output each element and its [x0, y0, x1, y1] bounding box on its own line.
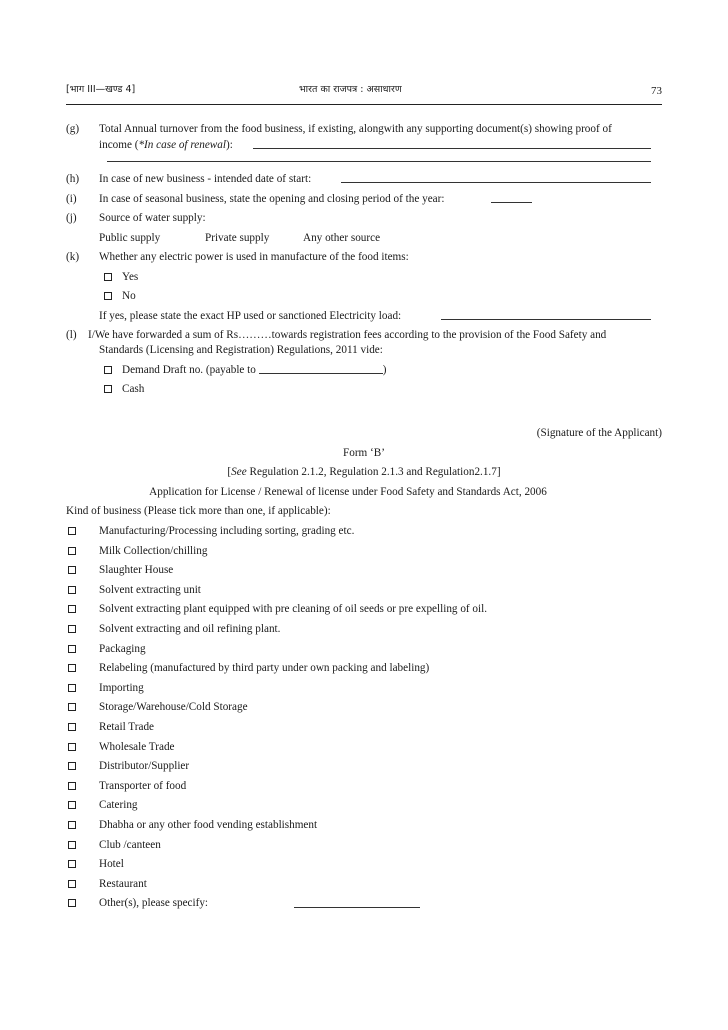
payment-dd-suffix: ) [382, 364, 387, 376]
payment-dd-option[interactable] [104, 363, 386, 378]
checkbox-icon[interactable] [68, 841, 76, 849]
header-gazette-title: भारत का राजपत्र : असाधारण [299, 84, 402, 95]
header-part-section: [भाग III—खण्ड 4] [66, 84, 136, 95]
page-number: 73 [651, 85, 662, 97]
kind-option-label: Packaging [99, 642, 146, 655]
checkbox-icon[interactable] [68, 782, 76, 790]
water-option-other[interactable]: Any other source [303, 232, 381, 244]
kind-option-label: Milk Collection/chilling [99, 544, 208, 557]
checkbox-icon[interactable] [68, 899, 76, 907]
form-ref-prefix: [ [227, 466, 232, 478]
checkbox-icon[interactable] [68, 880, 76, 888]
item-k-text: Whether any electric power is used in manufacture of the food items: [99, 251, 409, 263]
kind-option-label: Dhabha or any other food vending establishment [99, 819, 318, 831]
water-option-private[interactable]: Private supply [205, 232, 270, 244]
season-period-blank[interactable] [491, 193, 532, 203]
item-j-text: Source of water supply: [99, 212, 206, 224]
item-l-line1: I/We have forwarded a sum of Rs………towards registration fees according to the provision of the Food Safety and [88, 329, 607, 341]
item-g-label: (g) [66, 123, 80, 135]
item-k-followup: If yes, please state the exact HP used or sanctioned Electricity load: [99, 310, 402, 322]
kind-option-label: Solvent extracting unit [99, 583, 201, 596]
checkbox-icon[interactable] [68, 801, 76, 809]
power-no-label: No [122, 290, 136, 302]
dd-payee-blank[interactable] [259, 364, 383, 374]
form-reference [66, 465, 662, 480]
other-specify-blank[interactable] [294, 898, 420, 908]
start-date-blank[interactable] [341, 173, 651, 183]
item-g-suffix: ): [225, 139, 233, 151]
payment-cash-label: Cash [122, 383, 145, 395]
payment-cash-option[interactable] [104, 382, 144, 397]
kind-option-label: Restaurant [99, 877, 147, 890]
checkbox-icon[interactable] [68, 547, 76, 555]
checkbox-icon[interactable] [68, 527, 76, 535]
item-l-line2: Standards (Licensing and Registration) Regulations, 2011 vide: [99, 344, 383, 356]
item-g-italic: *In case of renewal [138, 139, 226, 151]
checkbox-icon[interactable] [68, 743, 76, 751]
payment-dd-label: Demand Draft no. (payable to [122, 364, 259, 376]
kind-option-label: Manufacturing/Processing including sorting, grading etc. [99, 525, 355, 537]
turnover-blank-line-1[interactable] [253, 139, 651, 149]
power-yes-option[interactable] [104, 270, 138, 285]
checkbox-icon[interactable] [68, 684, 76, 692]
checkbox-icon[interactable] [68, 605, 76, 613]
header-rule [66, 104, 662, 105]
kind-option-label: Storage/Warehouse/Cold Storage [99, 701, 248, 714]
kind-option-label: Transporter of food [99, 779, 187, 792]
checkbox-icon[interactable] [68, 566, 76, 574]
checkbox-icon[interactable] [68, 664, 76, 672]
power-no-option[interactable] [104, 289, 136, 304]
item-j-label: (j) [66, 212, 77, 224]
item-h-text: In case of new business - intended date of start: [99, 173, 312, 185]
checkbox-icon[interactable] [104, 385, 112, 393]
kind-option-label: Club /canteen [99, 838, 161, 851]
kind-option-label: Slaughter House [99, 564, 174, 577]
item-g-line2 [99, 138, 233, 153]
kind-option-label: Relabeling (manufactured by third party under own packing and labeling) [99, 662, 430, 675]
water-option-public[interactable]: Public supply [99, 232, 161, 244]
kind-option-label: Importing [99, 681, 144, 694]
checkbox-icon[interactable] [68, 625, 76, 633]
kind-option-label: Retail Trade [99, 721, 155, 733]
checkbox-icon[interactable] [104, 366, 112, 374]
form-subtitle: Application for License / Renewal of license under Food Safety and Standards Act, 2006 [149, 486, 547, 498]
item-h-label: (h) [66, 173, 80, 185]
item-g-line1: Total Annual turnover from the food business, if existing, alongwith any supporting document(s) showing proof of [99, 123, 612, 135]
checkbox-icon[interactable] [68, 645, 76, 653]
form-ref-italic: See [231, 466, 247, 478]
checkbox-icon[interactable] [68, 723, 76, 731]
item-g-prefix: income ( [99, 139, 139, 151]
kind-option-label: Solvent extracting and oil refining plant. [99, 623, 281, 635]
checkbox-icon[interactable] [104, 273, 112, 281]
power-yes-label: Yes [122, 271, 139, 283]
item-k-label: (k) [66, 251, 80, 263]
item-i-label: (i) [66, 193, 77, 205]
kind-option-label: Other(s), please specify: [99, 897, 209, 910]
kind-option-label: Distributor/Supplier [99, 760, 190, 773]
kind-of-business-intro: Kind of business (Please tick more than one, if applicable): [66, 505, 331, 517]
form-ref-suffix: Regulation 2.1.2, Regulation 2.1.3 and Regulation2.1.7] [246, 466, 501, 478]
checkbox-icon[interactable] [68, 703, 76, 711]
form-title: Form ‘B’ [343, 447, 385, 459]
applicant-signature: (Signature of the Applicant) [536, 427, 662, 439]
turnover-blank-line-2[interactable] [107, 152, 651, 162]
item-i-text: In case of seasonal business, state the opening and closing period of the year: [99, 193, 445, 205]
checkbox-icon[interactable] [68, 762, 76, 770]
checkbox-icon[interactable] [68, 586, 76, 594]
item-l-label: (l) [66, 329, 77, 341]
kind-option-label: Hotel [99, 858, 124, 871]
kind-option-label: Solvent extracting plant equipped with pre cleaning of oil seeds or pre expelling of oil. [99, 603, 488, 616]
checkbox-icon[interactable] [104, 292, 112, 300]
kind-option-label: Catering [99, 799, 138, 812]
kind-option-label: Wholesale Trade [99, 740, 175, 753]
running-header [66, 84, 662, 100]
electricity-load-blank[interactable] [441, 310, 651, 320]
checkbox-icon[interactable] [68, 821, 76, 829]
checkbox-icon[interactable] [68, 860, 76, 868]
